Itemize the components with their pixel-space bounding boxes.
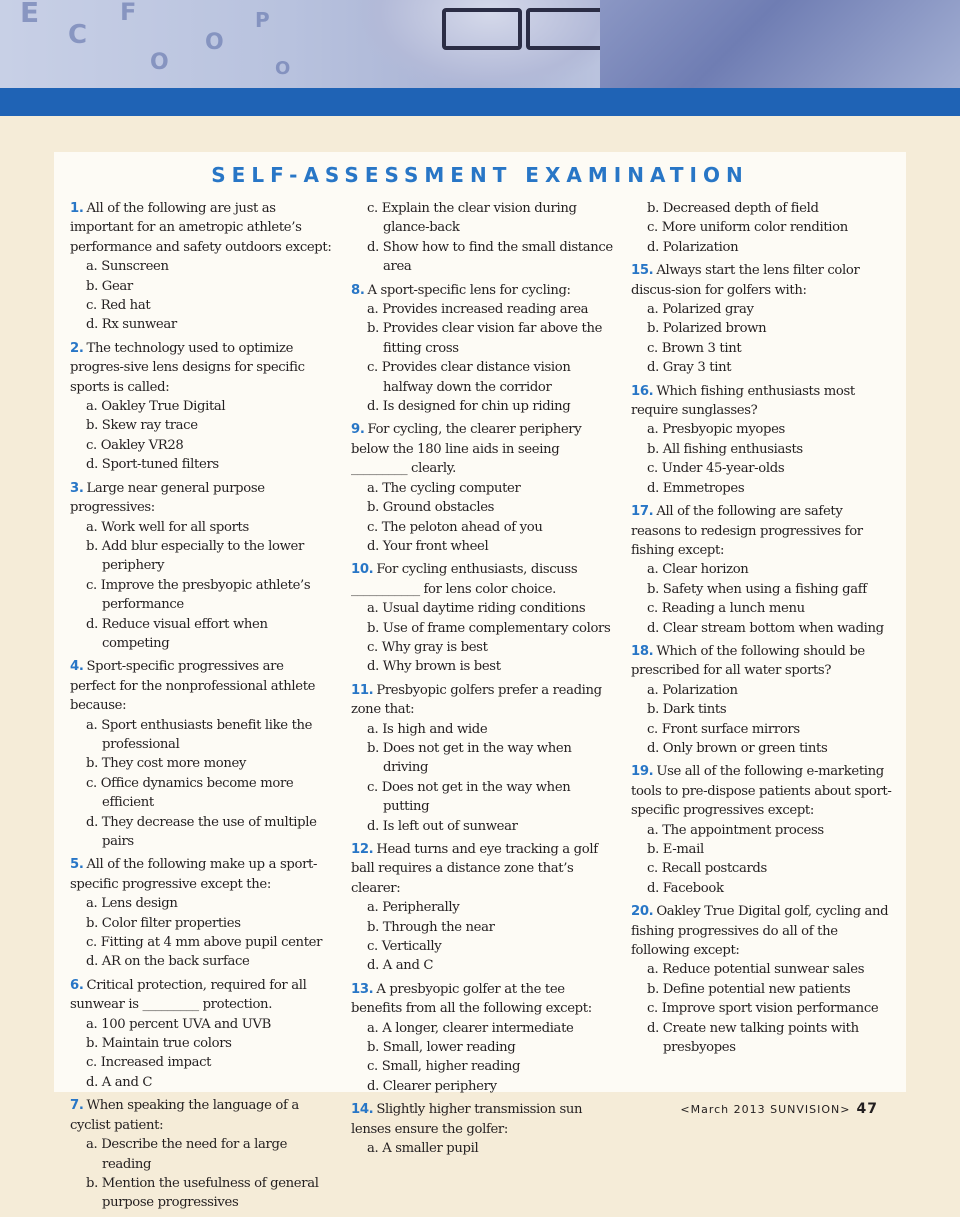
question-text: Use all of the following e-marketing tools to pre-dispose patients about sport-specific progressives except: [631, 764, 892, 819]
question-text: For cycling enthusiasts, discuss ___________ for lens color choice. [351, 562, 578, 597]
page-footer [680, 1101, 878, 1117]
answer-option: c. Oakley VR28 [86, 437, 184, 453]
question-stem [70, 657, 332, 715]
answer-option: a. Is high and wide [367, 721, 488, 737]
question-block [631, 502, 893, 638]
question-block [351, 980, 613, 1096]
answer-option: c. Front surface mirrors [647, 721, 800, 737]
question-text: Oakley True Digital golf, cycling and fishing progressives do all of the following except: [631, 904, 889, 959]
answer-option: a. A smaller pupil [367, 1141, 479, 1157]
answer-option: c. Red hat [86, 298, 151, 314]
question-text: For cycling, the clearer periphery below the 180 line aids in seeing _________ clearly. [351, 422, 582, 477]
question-number: 11. [351, 682, 374, 698]
question-text: A sport-specific lens for cycling: [367, 282, 571, 298]
question-stem [70, 479, 332, 518]
question-text: The technology used to optimize progres-sive lens designs for specific sports is called: [70, 340, 305, 395]
answer-option: b. Define potential new patients [647, 981, 851, 997]
question-stem [351, 681, 613, 720]
question-stem [351, 1100, 613, 1139]
question-number: 13. [351, 981, 374, 997]
question-number: 6. [70, 977, 84, 993]
question-block [631, 199, 893, 257]
question-stem [70, 339, 332, 397]
question-text: All of the following are just as important for an ametropic athlete’s performance and safety outdoors except: [70, 201, 332, 255]
answer-option: b. Dark tints [647, 702, 727, 718]
answer-option: b. E-mail [647, 842, 704, 857]
question-stem [70, 1096, 332, 1135]
question-block [70, 1096, 332, 1212]
answer-option: c. Does not get in the way when putting [367, 779, 571, 815]
answer-option: a. A longer, clearer intermediate [367, 1020, 574, 1036]
answer-option: a. 100 percent UVA and UVB [86, 1016, 272, 1032]
answer-option: c. Vertically [367, 939, 442, 955]
answer-option: a. Presbyopic myopes [647, 422, 785, 438]
question-text: Always start the lens filter color discus-sion for golfers with: [631, 263, 860, 298]
question-block [631, 642, 893, 758]
question-text: Which of the following should be prescribed for all water sports? [631, 643, 865, 679]
answer-option: b. Gear [86, 278, 133, 294]
question-text: Large near general purpose progressives: [70, 480, 265, 516]
answer-option: c. Explain the clear vision during glance-back [367, 201, 577, 236]
answer-option: a. Describe the need for a large reading [86, 1137, 288, 1172]
eye-chart-letter-icon: O [275, 58, 291, 79]
question-number: 20. [631, 904, 654, 920]
question-block [631, 382, 893, 498]
question-number: 19. [631, 764, 654, 780]
column-1 [70, 199, 332, 1217]
question-stem [70, 976, 332, 1015]
answer-option: b. All fishing enthusiasts [647, 441, 803, 457]
question-text: Head turns and eye tracking a golf ball requires a distance zone that’s clearer: [351, 842, 598, 896]
question-number: 7. [70, 1098, 84, 1114]
answer-option: d. Is left out of sunwear [367, 818, 518, 834]
question-stem [631, 762, 893, 820]
question-stem [631, 902, 893, 960]
answer-option: c. Improve sport vision performance [647, 1001, 879, 1017]
answer-option: a. Reduce potential sunwear sales [647, 962, 865, 978]
question-number: 3. [70, 480, 84, 496]
answer-option: a. Sunscreen [86, 259, 169, 275]
question-number: 17. [631, 504, 654, 520]
answer-option: b. Small, lower reading [367, 1040, 516, 1056]
question-stem [351, 560, 613, 599]
question-stem [631, 502, 893, 560]
question-block [631, 762, 893, 898]
answer-option: d. Reduce visual effort when competing [86, 616, 268, 651]
answer-option: c. Why gray is best [367, 639, 488, 655]
question-text: A presbyopic golfer at the tee benefits from all the following except: [351, 981, 592, 1017]
answer-option: a. Sport enthusiasts benefit like the professional [86, 717, 313, 752]
answer-option: c. Small, higher reading [367, 1059, 521, 1075]
answer-option: d. Gray 3 tint [647, 360, 732, 376]
question-block [70, 339, 332, 475]
answer-option: a. The cycling computer [367, 480, 521, 496]
answer-option: d. Sport-tuned filters [86, 457, 219, 473]
answer-option: a. Usual daytime riding conditions [367, 601, 586, 617]
answer-option: c. More uniform color rendition [647, 220, 848, 236]
answer-option: a. Clear horizon [647, 562, 749, 578]
eye-chart-letter-icon: O [150, 50, 169, 75]
column-2 [351, 199, 613, 1163]
answer-option: d. Clear stream bottom when wading [647, 620, 884, 636]
header-photo-banner [0, 0, 960, 88]
question-stem [70, 199, 332, 257]
question-stem [70, 855, 332, 894]
page-title: SELF-ASSESSMENT EXAMINATION [211, 163, 749, 187]
answer-option: b. Provides clear vision far above the fitting cross [367, 321, 603, 356]
answer-option: c. Under 45-year-olds [647, 461, 785, 477]
question-block [631, 261, 893, 377]
answer-option: c. Improve the presbyopic athlete’s performance [86, 577, 311, 613]
question-block [631, 902, 893, 1057]
question-stem [351, 281, 613, 300]
question-block [70, 657, 332, 851]
question-block [70, 976, 332, 1092]
question-number: 15. [631, 263, 654, 279]
answer-option: d. Only brown or green tints [647, 740, 828, 756]
eyeglasses-icon [526, 8, 604, 50]
question-number: 14. [351, 1102, 374, 1118]
question-stem [351, 840, 613, 898]
answer-option: a. Lens design [86, 896, 178, 912]
answer-option: b. Skew ray trace [86, 418, 198, 434]
page-number: 47 [856, 1101, 878, 1117]
answer-option: c. Provides clear distance vision halfway down the corridor [367, 360, 571, 395]
answer-option: d. Create new talking points with presbyopes [647, 1020, 859, 1056]
question-text: Sport-specific progressives are perfect for the nonprofessional athlete because: [70, 659, 316, 714]
question-number: 2. [70, 340, 84, 356]
answer-option: d. Polarization [647, 239, 739, 255]
question-text: All of the following make up a sport-specific progressive except the: [70, 857, 318, 892]
eye-chart-letter-icon: C [68, 20, 88, 50]
answer-option: c. Increased impact [86, 1055, 212, 1071]
question-number: 1. [70, 201, 84, 216]
answer-option: b. They cost more money [86, 756, 247, 772]
answer-option: a. Work well for all sports [86, 519, 249, 535]
answer-option: b. Ground obstacles [367, 500, 495, 516]
answer-option: b. Safety when using a fishing gaff [647, 581, 867, 597]
question-number: 18. [631, 643, 654, 659]
eye-chart-letter-icon: E [20, 0, 40, 29]
answer-option: c. Brown 3 tint [647, 340, 742, 356]
question-stem [631, 261, 893, 300]
question-block [70, 479, 332, 654]
answer-option: a. Provides increased reading area [367, 302, 589, 318]
question-block [351, 840, 613, 976]
answer-option: d. Facebook [647, 880, 724, 896]
question-number: 9. [351, 422, 365, 438]
question-stem [351, 980, 613, 1019]
answer-option: a. Polarization [647, 682, 738, 698]
answer-option: d. Is designed for chin up riding [367, 399, 571, 415]
question-text: Which fishing enthusiasts most require sunglasses? [631, 383, 855, 419]
answer-option: a. Polarized gray [647, 302, 754, 318]
answer-option: c. Recall postcards [647, 861, 767, 877]
answer-option: b. Does not get in the way when driving [367, 740, 572, 776]
question-block [351, 681, 613, 836]
question-number: 8. [351, 282, 365, 298]
question-block [70, 855, 332, 971]
answer-option: b. Polarized brown [647, 321, 767, 337]
answer-option: a. The appointment process [647, 822, 824, 838]
question-block [351, 420, 613, 556]
answer-option: d. A and C [86, 1074, 153, 1090]
answer-option: d. A and C [367, 958, 434, 974]
answer-option: b. Add blur especially to the lower periphery [86, 538, 304, 574]
eye-chart-letter-icon: O [205, 30, 224, 55]
eyeglasses-icon [442, 8, 522, 50]
eye-chart-letter-icon: P [255, 8, 270, 32]
answer-option: d. Show how to find the small distance area [367, 239, 613, 275]
answer-option: a. Oakley True Digital [86, 399, 226, 415]
answer-option: b. Maintain true colors [86, 1036, 232, 1052]
question-number: 4. [70, 659, 84, 675]
column-3 [631, 199, 893, 1061]
model-hair-image [600, 0, 960, 88]
question-text: All of the following are safety reasons to redesign progressives for fishing except: [631, 504, 863, 558]
question-block [351, 1100, 613, 1158]
answer-option: d. They decrease the use of multiple pairs [86, 814, 317, 849]
eye-chart-letter-icon: F [120, 0, 137, 26]
question-number: 12. [351, 842, 374, 857]
answer-option: d. Your front wheel [367, 538, 489, 554]
answer-option: b. Decreased depth of field [647, 201, 819, 216]
question-text: Critical protection, required for all sunwear is _________ protection. [70, 977, 307, 1013]
question-block [70, 199, 332, 335]
answer-option: a. Peripherally [367, 900, 460, 916]
answer-option: c. The peloton ahead of you [367, 519, 543, 535]
answer-option: d. Rx sunwear [86, 317, 177, 333]
question-stem [351, 420, 613, 478]
answer-option: b. Color filter properties [86, 915, 241, 931]
issue-label: <March 2013 SUNVISION> [680, 1103, 851, 1116]
answer-option: d. Clearer periphery [367, 1078, 497, 1094]
answer-option: d. Why brown is best [367, 659, 501, 675]
answer-option: c. Fitting at 4 mm above pupil center [86, 935, 323, 951]
answer-option: b. Mention the usefulness of general purpose progressives [86, 1175, 319, 1211]
answer-option: c. Office dynamics become more efficient [86, 775, 294, 811]
answer-option: c. Reading a lunch menu [647, 601, 805, 617]
question-stem [631, 382, 893, 421]
answer-option: d. AR on the back surface [86, 954, 250, 970]
question-number: 16. [631, 383, 654, 399]
question-text: When speaking the language of a cyclist patient: [70, 1098, 299, 1133]
answer-option: d. Emmetropes [647, 480, 745, 496]
question-block [351, 199, 613, 277]
question-block [351, 281, 613, 417]
question-text: Presbyopic golfers prefer a reading zone that: [351, 682, 602, 718]
answer-option: b. Use of frame complementary colors [367, 620, 611, 636]
question-number: 10. [351, 562, 374, 578]
header-rule [0, 88, 960, 116]
question-text: Slightly higher transmission sun lenses ensure the golfer: [351, 1102, 583, 1137]
question-number: 5. [70, 857, 84, 873]
question-block [351, 560, 613, 676]
answer-option: b. Through the near [367, 919, 495, 935]
question-stem [631, 642, 893, 681]
